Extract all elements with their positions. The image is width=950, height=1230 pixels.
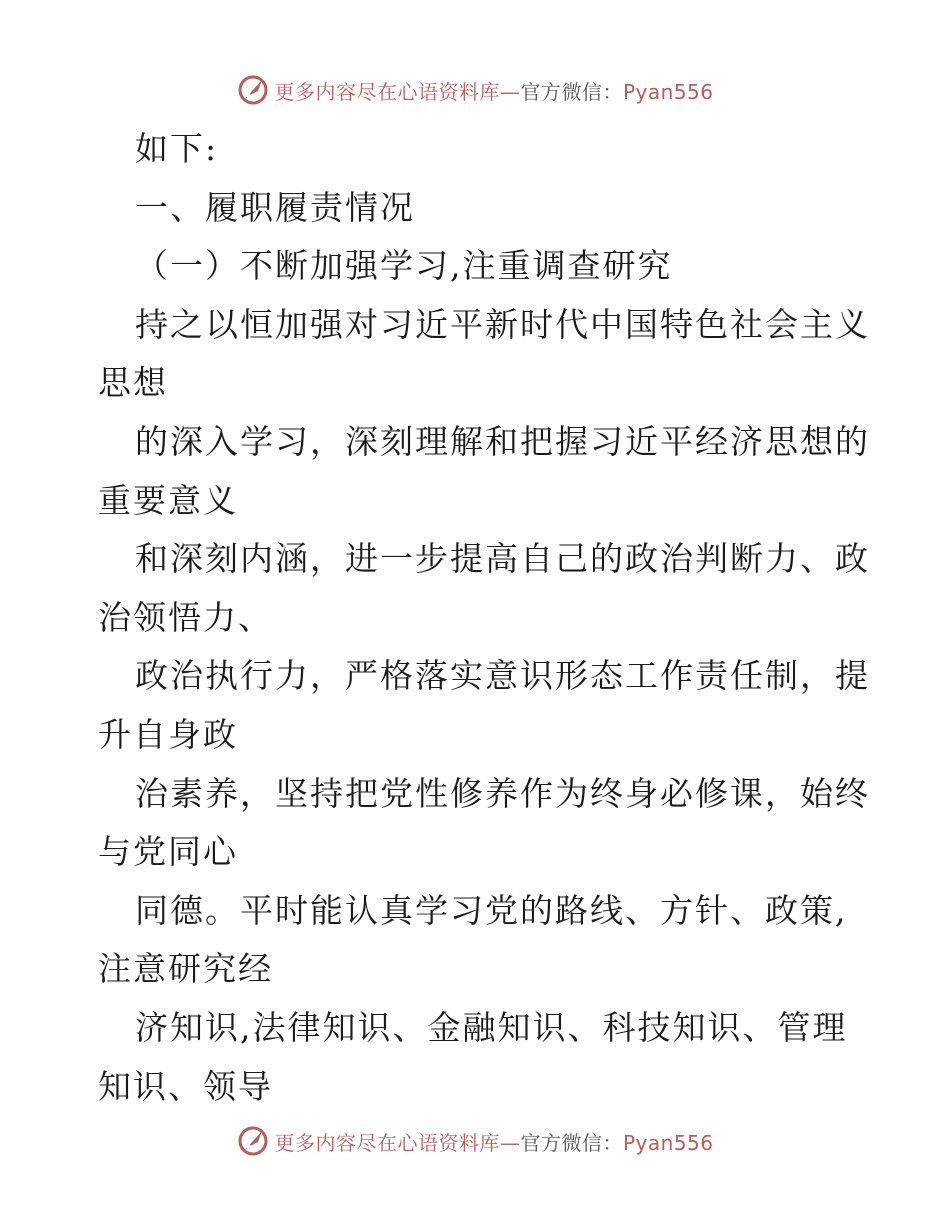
text-line: 治领悟力、: [98, 597, 273, 637]
text-line: 升自身政: [98, 714, 238, 754]
footer-banner-inner: [236, 1124, 713, 1158]
footer-wechat-label: 官方微信：: [520, 1130, 623, 1155]
text-line: 治素养，坚持把党性修养作为终身必修课，始终: [135, 773, 870, 813]
footer-site-text: 更多内容尽在心语资料库: [274, 1130, 500, 1155]
text-line: 思想: [98, 363, 168, 403]
text-line: 如下:: [135, 129, 219, 168]
text-line: （一）不断加强学习,注重调查研究: [135, 246, 673, 286]
text-line: 知识、领导: [98, 1066, 273, 1106]
quill-logo-icon: [236, 73, 270, 107]
footer-separator: —: [499, 1130, 521, 1155]
header-site-text: 更多内容尽在心语资料库: [274, 79, 500, 104]
text-line: 济知识,法律知识、金融知识、科技知识、管理: [135, 1007, 848, 1047]
header-banner: [0, 70, 950, 110]
text-line: 持之以恒加强对习近平新时代中国特色社会主义: [135, 304, 870, 344]
text-line: 的深入学习，深刻理解和把握习近平经济思想的: [135, 421, 870, 461]
header-wechat-label: 官方微信：: [520, 79, 623, 104]
text-line: 政治执行力，严格落实意识形态工作责任制，提: [135, 656, 870, 696]
text-line: 注意研究经: [98, 949, 273, 989]
footer-wechat-account: Pyan556: [622, 1130, 714, 1155]
header-banner-inner: [236, 73, 713, 107]
text-line: 重要意义: [98, 480, 238, 520]
footer-banner-text: [274, 1127, 713, 1156]
header-wechat-account: Pyan556: [622, 79, 714, 104]
quill-logo-icon: [236, 1124, 270, 1158]
text-line: 和深刻内涵，进一步提高自己的政治判断力、政: [135, 539, 870, 579]
header-separator: —: [499, 79, 521, 104]
footer-banner: [0, 1121, 950, 1161]
text-line: 同德。平时能认真学习党的路线、方针、政策,: [135, 890, 848, 930]
document-body: [98, 120, 870, 1116]
text-line: 一、履职履责情况: [135, 187, 415, 227]
text-line: 与党同心: [98, 832, 238, 872]
header-banner-text: [274, 76, 713, 105]
